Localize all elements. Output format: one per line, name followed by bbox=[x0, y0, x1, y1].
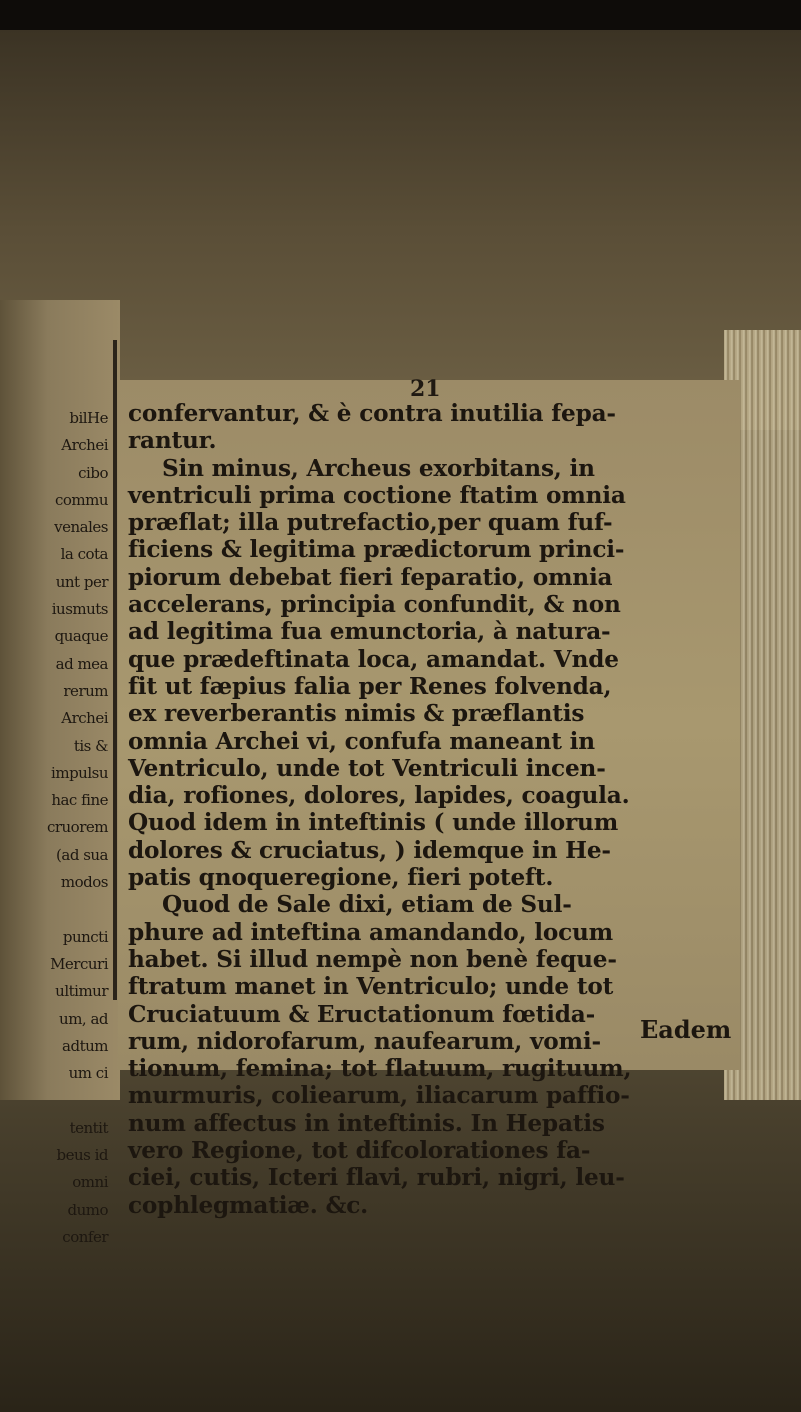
text-line: Ventriculo, unde tot Ventriculi incen- bbox=[128, 754, 606, 782]
text-line: num affectus in inteftinis. In Hepatis bbox=[128, 1109, 605, 1137]
text-line: dolores & cruciatus, ) idemque in He- bbox=[128, 836, 611, 864]
text-line: patis qnoqueregione, fieri poteft. bbox=[128, 864, 554, 892]
margin-fragment: venales bbox=[54, 518, 108, 537]
text-line: rantur. bbox=[128, 427, 217, 455]
margin-fragment: Mercuri bbox=[50, 954, 108, 973]
margin-fragment: beus id bbox=[56, 1146, 108, 1165]
margin-fragment: um ci bbox=[68, 1064, 108, 1083]
text-line: murmuris, coliearum, iliacarum paffio- bbox=[128, 1082, 630, 1110]
margin-fragment: bilHe bbox=[69, 409, 108, 427]
margin-fragment: impulsu bbox=[51, 763, 108, 782]
text-line: phure ad inteftina amandando, locum bbox=[128, 918, 614, 946]
page-body-text bbox=[128, 400, 728, 1219]
text-line: Cruciatuum & Eructationum fœtida- bbox=[128, 1000, 596, 1028]
text-line: cophlegmatiæ. &c. bbox=[128, 1191, 368, 1219]
margin-fragment: iusmuts bbox=[51, 600, 108, 619]
background-surface bbox=[0, 30, 801, 430]
text-line: omnia Archei vi, confufa maneant in bbox=[128, 727, 595, 755]
text-line: ad legitima fua emunctoria, à natura- bbox=[128, 618, 611, 646]
margin-fragment: cibo bbox=[78, 463, 108, 482]
margin-fragment: omni bbox=[72, 1173, 108, 1192]
margin-fragment: commu bbox=[54, 490, 108, 509]
text-line: fit ut fæpius falia per Renes folvenda, bbox=[128, 672, 612, 700]
margin-fragment: puncti bbox=[62, 927, 108, 946]
text-line: præflat; illa putrefactio,per quam fuf- bbox=[128, 509, 613, 537]
margin-fragment: ultimur bbox=[55, 982, 108, 1001]
margin-fragment bbox=[0, 1087, 112, 1114]
text-line: habet. Si illud nempè non benè feque- bbox=[128, 945, 617, 973]
text-line: vero Regione, tot difcolorationes fa- bbox=[128, 1137, 591, 1165]
margin-fragment: rerum bbox=[63, 681, 108, 700]
margin-fragment: la cota bbox=[60, 545, 108, 564]
text-line: piorum debebat fieri feparatio, omnia bbox=[128, 563, 613, 591]
text-line: accelerans, principia confundit, & non bbox=[128, 591, 621, 619]
margin-fragment: hac fine bbox=[51, 791, 108, 810]
text-line: tionum, femina; tot flatuum, rugituum, bbox=[128, 1055, 632, 1083]
top-shadow bbox=[0, 0, 801, 30]
page-number: 21 bbox=[410, 376, 441, 402]
margin-fragment: tis & bbox=[73, 736, 108, 755]
text-line: ex reverberantis nimis & præflantis bbox=[128, 700, 585, 728]
text-line: que prædeftinata loca, amandat. Vnde bbox=[128, 645, 619, 673]
text-line: ficiens & legitima prædictorum princi- bbox=[128, 536, 625, 564]
text-line: ftratum manet in Ventriculo; unde tot bbox=[128, 973, 614, 1001]
margin-fragment: ad mea bbox=[55, 654, 108, 673]
margin-fragment: unt per bbox=[55, 572, 108, 591]
text-line: confervantur, & è contra inutilia fepa- bbox=[128, 400, 616, 427]
text-line: ventriculi prima coctione ftatim omnia bbox=[128, 481, 626, 509]
text-line: ciei, cutis, Icteri flavi, rubri, nigri, leu- bbox=[128, 1164, 625, 1192]
margin-fragment: adtum bbox=[62, 1036, 108, 1055]
margin-fragment: modos bbox=[60, 873, 108, 892]
catchword: Eadem bbox=[640, 1015, 732, 1044]
margin-fragment: Archei bbox=[61, 709, 108, 728]
margin-fragment: quaque bbox=[54, 627, 108, 646]
paragraph-start-line: Sin minus, Archeus exorbitans, in bbox=[162, 454, 595, 482]
margin-fragment: tentit bbox=[69, 1118, 108, 1137]
text-line: rum, nidorofarum, naufearum, vomi- bbox=[128, 1027, 601, 1055]
text-line: Quod idem in inteftinis ( unde illorum bbox=[128, 809, 619, 837]
margin-fragment: Archei bbox=[61, 436, 108, 455]
text-line: dia, rofiones, dolores, lapides, coagula. bbox=[128, 782, 630, 810]
margin-fragment: dumo bbox=[67, 1200, 108, 1219]
margin-fragment: cruorem bbox=[46, 818, 108, 837]
margin-fragment: um, ad bbox=[59, 1009, 108, 1028]
page-gutter bbox=[113, 340, 117, 1000]
facing-page-margin-text bbox=[0, 405, 112, 1251]
paragraph-start-line: Quod de Sale dixi, etiam de Sul- bbox=[162, 891, 572, 919]
margin-fragment: (ad sua bbox=[56, 845, 108, 864]
margin-fragment: confer bbox=[62, 1227, 108, 1246]
margin-fragment bbox=[0, 896, 112, 923]
